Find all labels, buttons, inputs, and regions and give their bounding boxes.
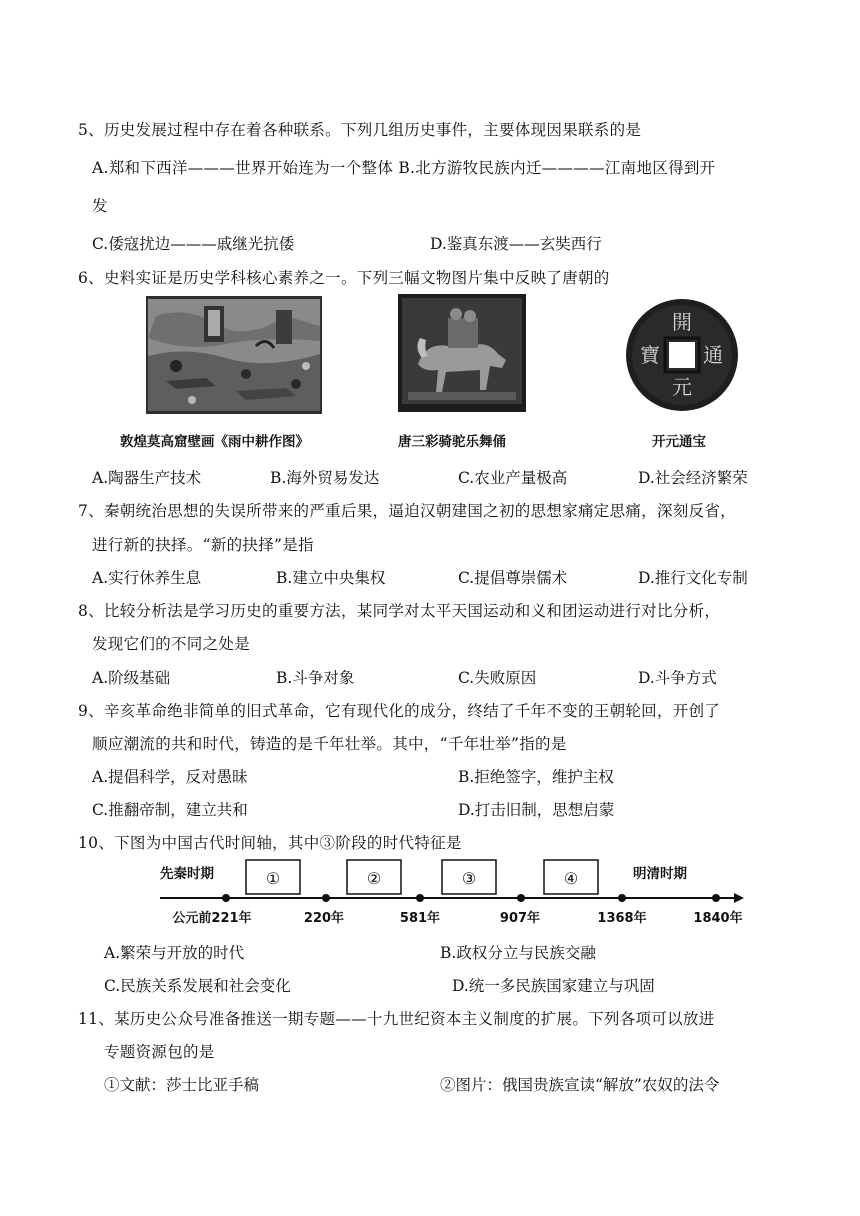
q8-option-d: D.斗争方式 — [638, 669, 717, 687]
coin-char-left: 寶 — [640, 343, 660, 367]
q9-stem-line1: 9、辛亥革命绝非简单的旧式革命，它有现代化的成分，终结了千年不变的王朝轮回，开创了 — [78, 702, 721, 720]
timeline-diagram — [150, 854, 750, 934]
q7-option-d: D.推行文化专制 — [638, 569, 748, 587]
q7-option-a: A.实行休养生息 — [92, 569, 202, 587]
coin-image — [621, 296, 743, 414]
timeline-tick-4: 907年 — [499, 911, 541, 926]
timeline-dot-2 — [322, 894, 330, 902]
timeline-dot-3 — [416, 894, 424, 902]
timeline-tick-5: 1368年 — [597, 911, 647, 926]
q9-option-c: C.推翻帝制，建立共和 — [92, 801, 248, 819]
timeline-tick-2: 220年 — [303, 911, 345, 926]
q8-option-c: C.失败原因 — [458, 669, 537, 687]
caption-coin: 开元通宝 — [652, 434, 706, 450]
q5-option-d: D.鉴真东渡——玄奘西行 — [430, 235, 602, 253]
camel-figurine-image — [398, 294, 526, 412]
q8-stem-line1: 8、比较分析法是学习历史的重要方法，某同学对太平天国运动和义和团运动进行对比分析， — [78, 602, 721, 620]
q11-item-1: ①文献：莎士比亚手稿 — [104, 1076, 260, 1094]
q9-option-a: A.提倡科学，反对愚昧 — [92, 768, 248, 786]
q6-option-d: D.社会经济繁荣 — [638, 469, 748, 487]
mural-image — [146, 296, 322, 414]
coin-char-top: 開 — [672, 310, 692, 334]
q7-stem-line2: 进行新的抉择。“新的抉择”是指 — [92, 536, 314, 554]
q8-stem-line2: 发现它们的不同之处是 — [92, 635, 251, 653]
timeline-stage-1: ① — [265, 869, 281, 888]
timeline-dot-4 — [517, 894, 525, 902]
q10-option-d: D.统一多民族国家建立与巩固 — [452, 977, 655, 995]
q6-option-c: C.农业产量极高 — [458, 469, 568, 487]
q7-stem-line1: 7、秦朝统治思想的失误所带来的严重后果，逼迫汉朝建国之初的思想家痛定思痛，深刻反省， — [78, 502, 736, 520]
timeline-stage-2: ② — [366, 869, 382, 888]
q7-option-b: B.建立中央集权 — [276, 569, 386, 587]
q5-options-ab-continued: 发 — [92, 197, 108, 215]
timeline-left-period: 先秦时期 — [160, 866, 214, 882]
q6-option-a: A.陶器生产技术 — [92, 469, 202, 487]
q10-option-c: C.民族关系发展和社会变化 — [104, 977, 291, 995]
q9-option-d: D.打击旧制，思想启蒙 — [458, 801, 615, 819]
coin-char-right: 通 — [703, 343, 723, 367]
timeline-right-period: 明清时期 — [633, 866, 687, 882]
q10-stem: 10、下图为中国古代时间轴，其中③阶段的时代特征是 — [78, 834, 462, 852]
q5-options-ab: A.郑和下西洋———世界开始连为一个整体 B.北方游牧民族内迁————江南地区得到开 — [92, 159, 716, 177]
caption-mural: 敦煌莫高窟壁画《雨中耕作图》 — [120, 434, 309, 450]
q9-stem-line2: 顺应潮流的共和时代，铸造的是千年壮举。其中，“千年壮举”指的是 — [92, 735, 567, 753]
timeline-tick-1: 公元前221年 — [172, 911, 252, 926]
timeline-dot-5 — [618, 894, 626, 902]
q5-stem: 5、历史发展过程中存在着各种联系。下列几组历史事件，主要体现因果联系的是 — [78, 121, 642, 139]
timeline-tick-6: 1840年 — [693, 911, 743, 926]
q7-option-c: C.提倡尊崇儒术 — [458, 569, 568, 587]
q5-option-c: C.倭寇扰边———戚继光抗倭 — [92, 235, 295, 253]
timeline-stage-4: ④ — [563, 869, 579, 888]
coin-char-bottom: 元 — [672, 375, 692, 399]
timeline-tick-3: 581年 — [399, 911, 441, 926]
q11-stem-line2: 专题资源包的是 — [104, 1043, 215, 1061]
timeline-stage-3: ③ — [461, 869, 477, 888]
q8-option-a: A.阶级基础 — [92, 669, 171, 687]
caption-camel: 唐三彩骑驼乐舞俑 — [398, 434, 506, 450]
q8-option-b: B.斗争对象 — [276, 669, 355, 687]
q6-stem: 6、史料实证是历史学科核心素养之一。下列三幅文物图片集中反映了唐朝的 — [78, 269, 610, 287]
q6-option-b: B.海外贸易发达 — [270, 469, 380, 487]
q9-option-b: B.拒绝签字，维护主权 — [458, 768, 614, 786]
q10-option-b: B.政权分立与民族交融 — [440, 944, 596, 962]
timeline-dot-1 — [222, 894, 230, 902]
q11-stem-line1: 11、某历史公众号准备推送一期专题——十九世纪资本主义制度的扩展。下列各项可以放进 — [78, 1010, 715, 1028]
timeline-dot-6 — [712, 894, 720, 902]
q10-option-a: A.繁荣与开放的时代 — [104, 944, 245, 962]
q11-item-2: ②图片：俄国贵族宣读“解放”农奴的法令 — [440, 1076, 720, 1094]
